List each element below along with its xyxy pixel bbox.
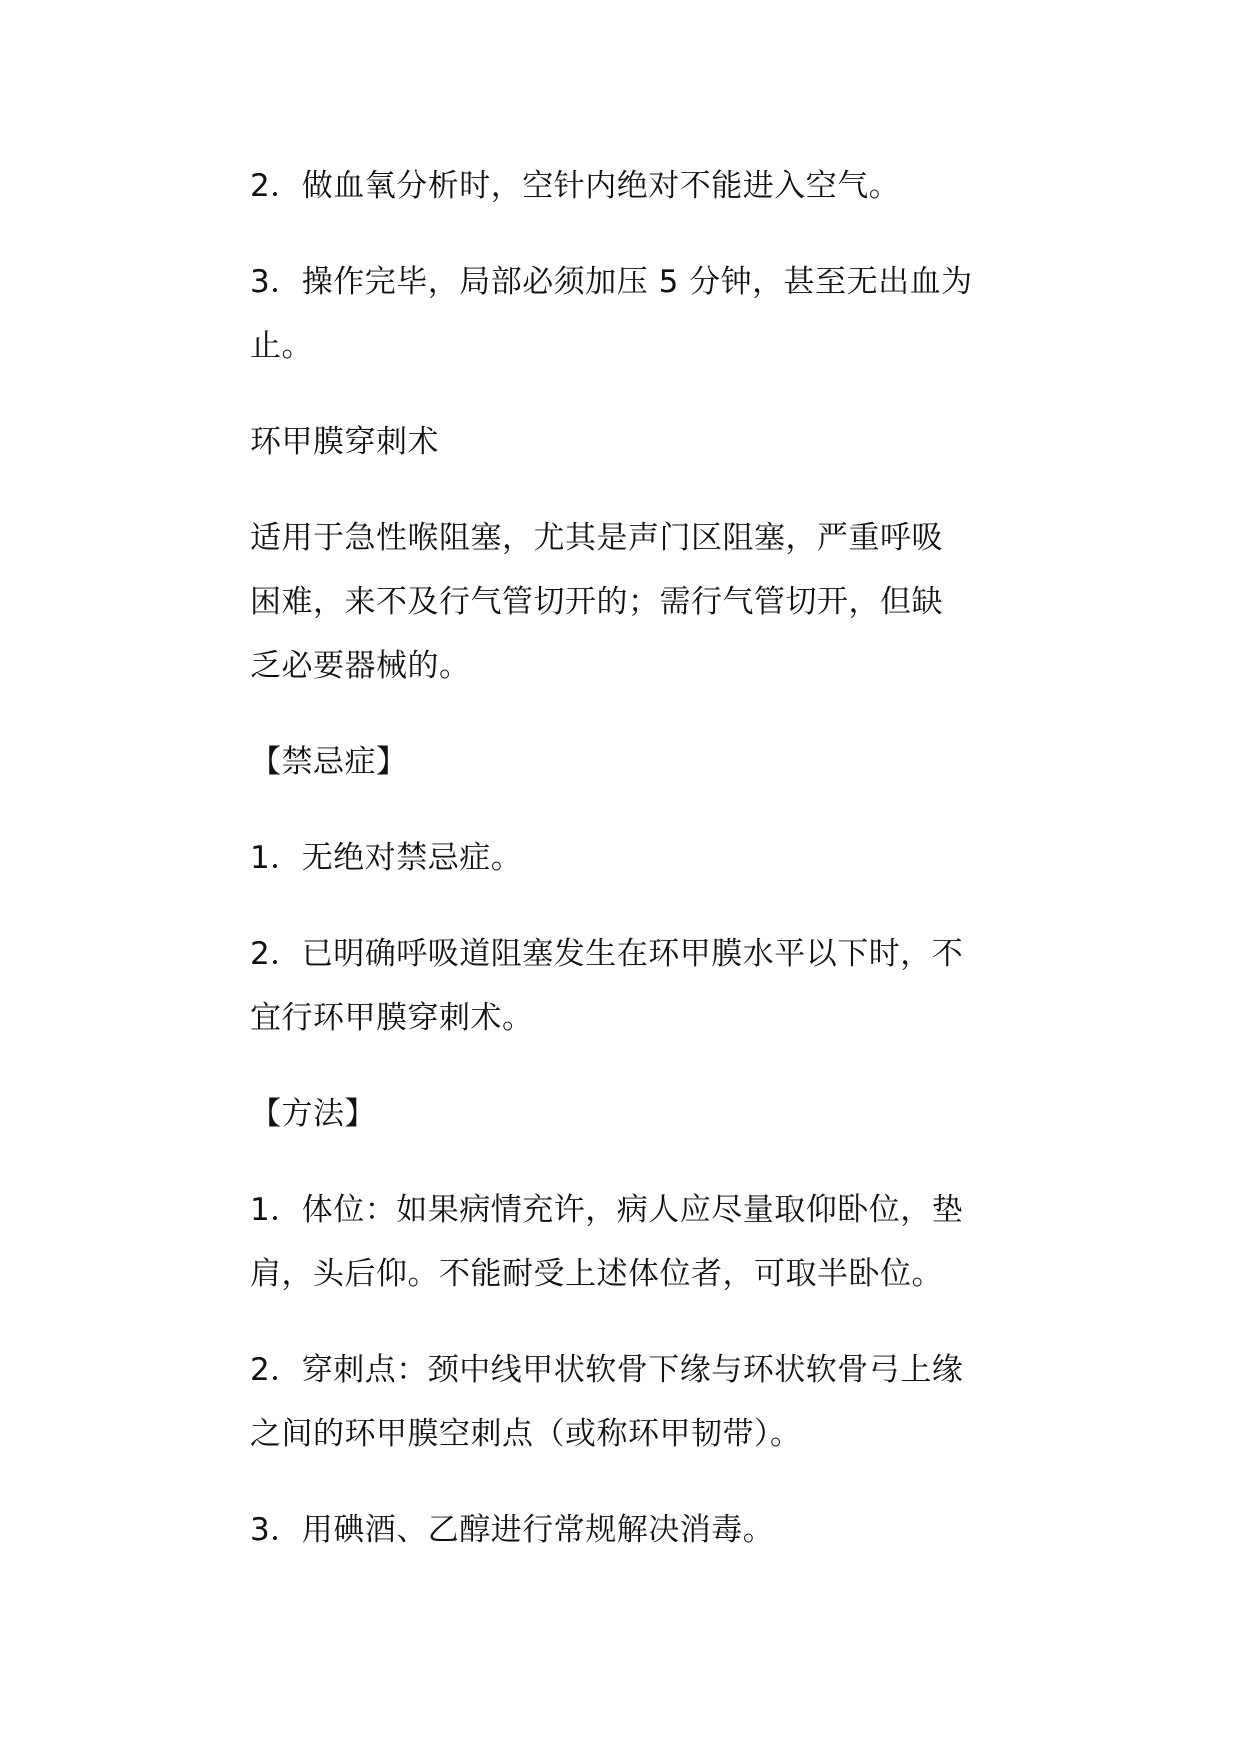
text-line: 【方法】 — [250, 1096, 376, 1132]
text-line: 1．体位：如果病情充许，病人应尽量取仰卧位，垫 — [250, 1192, 964, 1228]
text-line: 2．做血氧分析时，空针内绝对不能进入空气。 — [250, 168, 901, 204]
text-line: 环甲膜穿刺术 — [250, 424, 439, 460]
text-line: 3．用碘酒、乙醇进行常规解决消毒。 — [250, 1512, 775, 1548]
section-heading-cricothyroid-puncture — [250, 410, 1000, 474]
text-line: 乏必要器械的。 — [250, 648, 471, 684]
paragraph-contraindication-2 — [250, 922, 1000, 1050]
text-line: 1．无绝对禁忌症。 — [250, 840, 523, 876]
section-heading-contraindications — [250, 730, 1000, 794]
text-line: 【禁忌症】 — [250, 744, 408, 780]
paragraph-method-1-position — [250, 1178, 1000, 1306]
paragraph-indications — [250, 506, 1000, 698]
text-line: 适用于急性喉阻塞，尤其是声门区阻塞，严重呼吸 — [250, 520, 943, 556]
paragraph-item-3-compression — [250, 250, 1000, 378]
text-line: 止。 — [250, 328, 313, 364]
paragraph-item-2-blood-gas — [250, 154, 1000, 218]
text-line: 困难，来不及行气管切开的；需行气管切开，但缺 — [250, 584, 943, 620]
text-line: 3．操作完毕，局部必须加压 5 分钟，甚至无出血为 — [250, 264, 973, 300]
paragraph-contraindication-1 — [250, 826, 1000, 890]
text-line: 2．穿刺点：颈中线甲状软骨下缘与环状软骨弓上缘 — [250, 1352, 964, 1388]
text-line: 之间的环甲膜空刺点（或称环甲韧带）。 — [250, 1416, 802, 1452]
text-line: 宜行环甲膜穿刺术。 — [250, 1000, 534, 1036]
text-line: 肩，头后仰。不能耐受上述体位者，可取半卧位。 — [250, 1256, 943, 1292]
text-line: 2．已明确呼吸道阻塞发生在环甲膜水平以下时，不 — [250, 936, 964, 972]
paragraph-method-2-puncture-point — [250, 1338, 1000, 1466]
paragraph-method-3-disinfection — [250, 1498, 1000, 1562]
section-heading-method — [250, 1082, 1000, 1146]
